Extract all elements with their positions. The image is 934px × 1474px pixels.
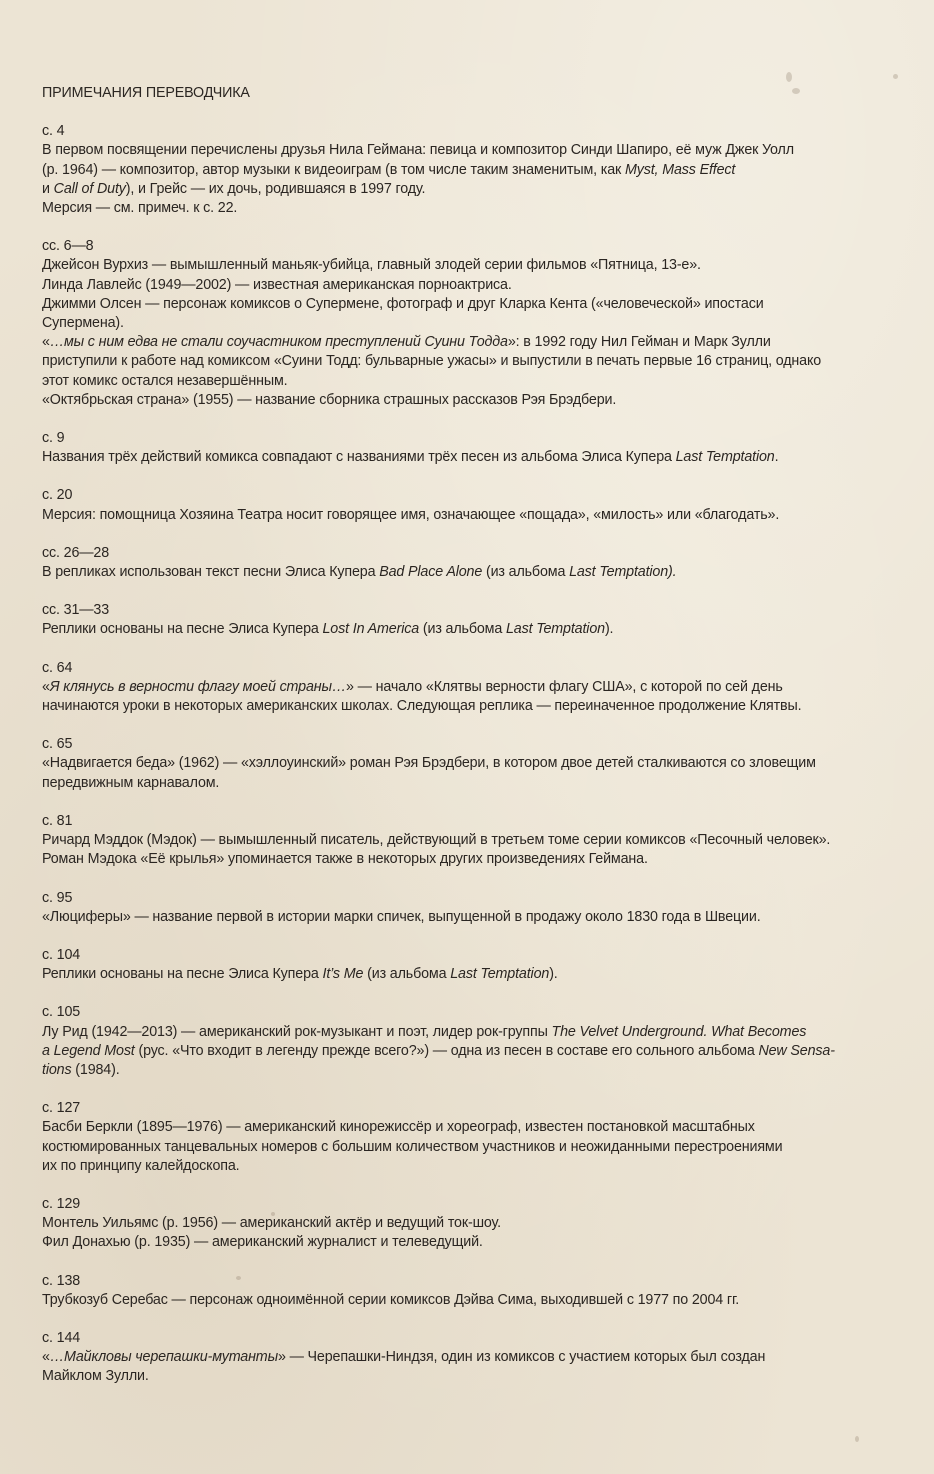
note-italic-text: Last Temptation xyxy=(675,449,775,466)
note-line xyxy=(42,678,882,697)
note-line xyxy=(42,1367,882,1386)
note-text: « xyxy=(42,678,50,695)
note-text: « xyxy=(42,334,50,351)
note-italic-text: New Sensa- xyxy=(758,1042,835,1059)
note-italic-text: Lost In America xyxy=(322,621,420,638)
note-text: Ричард Мэддок (Мэдок) — вымышленный писатель, действующий в третьем томе серии комиксов «Песочный человек». xyxy=(42,832,831,849)
note-italic-text: tions xyxy=(42,1061,72,1078)
note-section xyxy=(42,486,882,524)
page-reference: сс. 6—8 xyxy=(42,238,94,255)
note-text: Роман Мэдока «Её крылья» упоминается также в некоторых других произведениях Геймана. xyxy=(42,851,648,868)
note-line xyxy=(42,506,882,525)
note-text: «Октябрьская страна» (1955) — название сборника страшных рассказов Рэя Брэдбери. xyxy=(42,391,617,408)
note-line xyxy=(42,1348,882,1367)
note-text: В репликах использован текст песни Элиса Купера xyxy=(42,564,380,581)
note-text: костюмированных танцевальных номеров с большим количеством участников и неожиданными перестроениями xyxy=(42,1138,783,1155)
note-line xyxy=(42,908,882,927)
note-line xyxy=(42,1233,882,1252)
note-italic-text: Last Temptation xyxy=(505,621,605,638)
note-text: и xyxy=(42,180,54,197)
note-line xyxy=(42,352,882,371)
note-line xyxy=(42,1042,882,1061)
page-reference: сс. 31—33 xyxy=(42,602,109,619)
note-text: (р. 1964) — композитор, автор музыки к видеоиграм (в том числе таким знаменитым, как xyxy=(42,161,625,178)
note-line xyxy=(42,256,882,275)
note-line xyxy=(42,1118,882,1137)
note-section xyxy=(42,601,882,639)
note-line xyxy=(42,965,882,984)
note-text: » — Черепашки-Ниндзя, один из комиксов с участием которых был создан xyxy=(277,1349,766,1366)
note-italic-text: Myst, Mass Effect xyxy=(624,161,736,178)
note-text: Басби Беркли (1895—1976) — американский кинорежиссёр и хореограф, известен постановкой масштабных xyxy=(42,1119,755,1136)
note-italic-text: Call of Duty xyxy=(53,180,126,197)
note-text: Монтель Уильямс (р. 1956) — американский актёр и ведущий ток-шоу. xyxy=(42,1215,501,1232)
note-line xyxy=(42,1138,882,1157)
note-text: (рус. «Что входит в легенду прежде всего?») — одна из песен в составе его сольного альбома xyxy=(134,1042,759,1059)
note-line xyxy=(42,161,882,180)
note-text: « xyxy=(42,1349,50,1366)
note-text: . xyxy=(774,449,779,466)
page-reference: с. 64 xyxy=(42,659,73,676)
note-text: »: в 1992 году Нил Гейман и Марк Зулли xyxy=(507,334,771,351)
note-section xyxy=(42,237,882,410)
note-italic-text: Bad Place Alone xyxy=(379,564,483,581)
note-text: » — начало «Клятвы верности флагу США», с которой по сей день xyxy=(346,678,783,695)
note-section xyxy=(42,889,882,927)
note-section xyxy=(42,1329,882,1387)
note-italic-text: It’s Me xyxy=(322,966,364,983)
note-text: «Люциферы» — название первой в истории марки спичек, выпущенной в продажу около 1830 года в Швеции. xyxy=(42,908,761,925)
translator-notes xyxy=(42,84,882,1406)
note-line xyxy=(42,563,882,582)
page-reference: сс. 26—28 xyxy=(42,544,109,561)
note-italic-text: Last Temptation xyxy=(450,966,550,983)
note-line xyxy=(42,295,882,314)
note-section xyxy=(42,946,882,984)
note-text: Мерсия — см. примеч. к с. 22. xyxy=(42,200,238,217)
note-section xyxy=(42,1003,882,1080)
note-text: Лу Рид (1942—2013) — американский рок-музыкант и поэт, лидер рок-группы xyxy=(42,1023,552,1040)
note-section xyxy=(42,659,882,717)
note-text: Майклом Зулли. xyxy=(42,1368,149,1385)
note-section xyxy=(42,735,882,793)
note-line xyxy=(42,372,882,391)
note-text: Названия трёх действий комикса совпадают с названиями трёх песен из альбома Элиса Купера xyxy=(42,449,676,466)
note-text: Реплики основаны на песне Элиса Купера xyxy=(42,966,323,983)
note-line xyxy=(42,774,882,793)
note-italic-text: …мы с ним едва не стали соучастником преступлений Суини Тодда xyxy=(49,334,508,351)
note-text: (из альбома xyxy=(363,966,451,983)
note-text: Джейсон Вурхиз — вымышленный маньяк-убийца, главный злодей серии фильмов «Пятница, 13-е». xyxy=(42,257,701,274)
paper-speck xyxy=(855,1436,859,1442)
note-line xyxy=(42,697,882,716)
page-reference: с. 127 xyxy=(42,1100,81,1117)
page-reference: с. 20 xyxy=(42,487,73,504)
note-line xyxy=(42,448,882,467)
note-line xyxy=(42,276,882,295)
page-reference: с. 105 xyxy=(42,1004,81,1021)
note-text: ). xyxy=(549,966,558,983)
note-section xyxy=(42,1099,882,1176)
note-line xyxy=(42,831,882,850)
note-section xyxy=(42,122,882,218)
note-text: ). xyxy=(604,621,614,638)
note-section xyxy=(42,429,882,467)
note-text: (1984). xyxy=(71,1061,120,1078)
page-reference: с. 129 xyxy=(42,1195,81,1212)
note-section xyxy=(42,1195,882,1253)
note-text: ), и Грейс — их дочь, родившаяся в 1997 году. xyxy=(125,180,426,197)
note-text: Фил Донахью (р. 1935) — американский журналист и телеведущий. xyxy=(42,1234,483,1251)
page-reference: с. 144 xyxy=(42,1329,81,1346)
note-section xyxy=(42,1272,882,1310)
notes-list xyxy=(42,122,882,1386)
note-text: этот комикс остался незавершённым. xyxy=(42,372,288,389)
page-reference: с. 95 xyxy=(42,889,73,906)
note-line xyxy=(42,333,882,352)
note-italic-text: a Legend Most xyxy=(42,1042,135,1059)
note-italic-text: …Майкловы черепашки-мутанты xyxy=(49,1349,278,1366)
page-reference: с. 65 xyxy=(42,736,73,753)
note-text: Реплики основаны на песне Элиса Купера xyxy=(42,621,323,638)
note-line xyxy=(42,1157,882,1176)
note-text: (из альбома xyxy=(419,621,506,638)
note-line xyxy=(42,141,882,160)
note-italic-text: Last Temptation). xyxy=(569,564,677,581)
notes-title: ПРИМЕЧАНИЯ ПЕРЕВОДЧИКА xyxy=(42,85,250,101)
note-text: «Надвигается беда» (1962) — «хэллоуинский» роман Рэя Брэдбери, в котором двое детей сталкиваются со зловещим xyxy=(42,755,816,772)
note-text: приступили к работе над комиксом «Суини Тодд: бульварные ужасы» и выпустили в печать первые 16 страниц, однако xyxy=(42,353,822,370)
note-text: В первом посвящении перечислены друзья Нила Геймана: певица и композитор Синди Шапиро, её муж Джек Уолл xyxy=(42,142,794,159)
note-line xyxy=(42,180,882,199)
note-line xyxy=(42,391,882,410)
note-line xyxy=(42,1214,882,1233)
note-line xyxy=(42,314,882,333)
page-reference: с. 81 xyxy=(42,812,73,829)
page-reference: с. 104 xyxy=(42,946,81,963)
note-line xyxy=(42,754,882,773)
paper-speck xyxy=(893,74,898,79)
note-line xyxy=(42,199,882,218)
note-section xyxy=(42,544,882,582)
note-section xyxy=(42,812,882,870)
page-reference: с. 9 xyxy=(42,430,65,447)
note-text: передвижным карнавалом. xyxy=(42,774,220,791)
note-line xyxy=(42,850,882,869)
note-italic-text: The Velvet Underground. What Becomes xyxy=(551,1023,807,1040)
page-reference: с. 138 xyxy=(42,1272,81,1289)
note-italic-text: Я клянусь в верности флагу моей страны… xyxy=(49,678,346,695)
note-text: Супермена). xyxy=(42,315,124,332)
page-reference: с. 4 xyxy=(42,123,65,140)
note-text: (из альбома xyxy=(482,564,570,581)
note-text: Линда Лавлейс (1949—2002) — известная американская порноактриса. xyxy=(42,276,512,293)
note-text: Мерсия: помощница Хозяина Театра носит говорящее имя, означающее «пощада», «милость» или «благодать». xyxy=(42,506,780,523)
note-line xyxy=(42,620,882,639)
note-line xyxy=(42,1023,882,1042)
note-text: начинаются уроки в некоторых американских школах. Следующая реплика — переиначенное продолжение Клятвы. xyxy=(42,698,802,715)
note-line xyxy=(42,1291,882,1310)
note-line xyxy=(42,1061,882,1080)
note-text: их по принципу калейдоскопа. xyxy=(42,1157,240,1174)
paper-speck xyxy=(786,72,792,82)
note-text: Джимми Олсен — персонаж комиксов о Супермене, фотограф и друг Кларка Кента («человеческой» ипостаси xyxy=(42,295,764,312)
note-text: Трубкозуб Серебас — персонаж одноимённой серии комиксов Дэйва Сима, выходившей с 1977 по 2004 гг. xyxy=(42,1291,740,1308)
